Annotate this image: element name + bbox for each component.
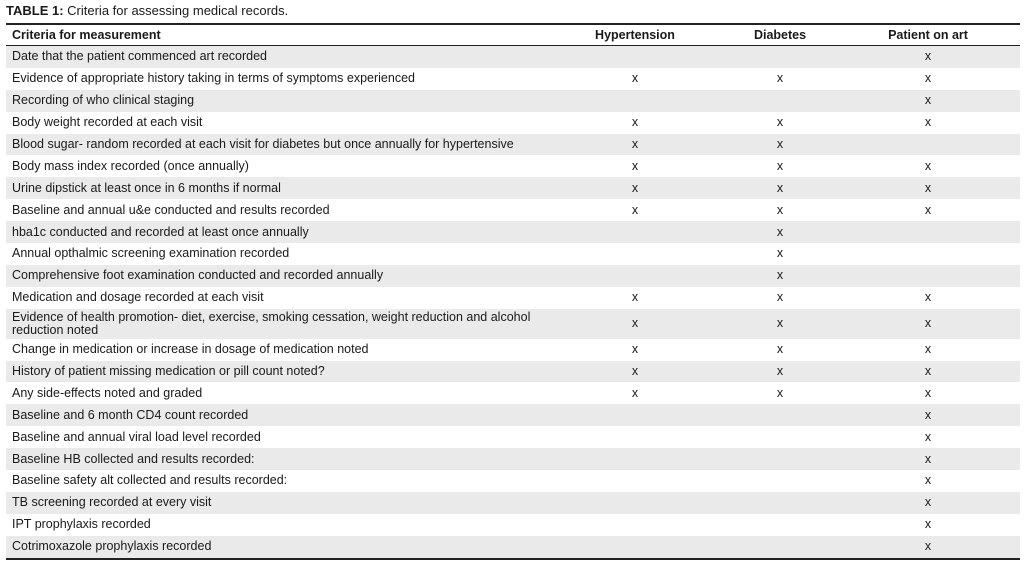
art-cell [836, 243, 1020, 265]
art-cell: x [924, 49, 932, 64]
table-row [6, 134, 1020, 156]
hypertension-cell: x [631, 158, 639, 173]
criteria-cell: IPT prophylaxis recorded [12, 517, 151, 532]
hypertension-cell [546, 90, 724, 112]
art-cell: x [924, 290, 932, 305]
table-row [6, 287, 1020, 309]
table-row [6, 339, 1020, 361]
table-row [6, 514, 1020, 536]
criteria-cell: Comprehensive foot examination conducted and recorded annually [12, 268, 384, 283]
diabetes-cell [724, 448, 836, 470]
table-row [6, 155, 1020, 177]
hypertension-cell: x [631, 364, 639, 379]
criteria-cell: Change in medication or increase in dosage of medication noted [12, 342, 369, 357]
criteria-cell: Medication and dosage recorded at each visit [12, 290, 264, 305]
table-row [6, 470, 1020, 492]
criteria-table [6, 23, 1020, 560]
criteria-cell: Baseline and annual viral load level recorded [12, 429, 261, 444]
table-row [6, 177, 1020, 199]
criteria-cell: hba1c conducted and recorded at least once annually [12, 224, 309, 239]
criteria-cell: Any side-effects noted and graded [12, 385, 203, 400]
table-row [6, 382, 1020, 404]
art-cell: x [924, 473, 932, 488]
hypertension-cell: x [631, 71, 639, 86]
diabetes-cell: x [776, 316, 784, 331]
criteria-cell: Body weight recorded at each visit [12, 115, 203, 130]
table-row [6, 448, 1020, 470]
hypertension-cell [546, 426, 724, 448]
header-hypertension: Hypertension [595, 28, 675, 42]
criteria-cell: Recording of who clinical staging [12, 93, 195, 108]
art-cell: x [924, 407, 932, 422]
hypertension-cell: x [631, 342, 639, 357]
hypertension-cell: x [631, 290, 639, 305]
hypertension-cell [546, 46, 724, 68]
header-row [6, 24, 1020, 46]
diabetes-cell: x [776, 342, 784, 357]
header-diabetes: Diabetes [753, 28, 807, 42]
art-cell: x [924, 451, 932, 466]
diabetes-cell: x [776, 224, 784, 239]
table-caption [6, 2, 288, 19]
diabetes-cell [724, 492, 836, 514]
table-row [6, 265, 1020, 287]
art-cell: x [924, 429, 932, 444]
diabetes-cell [724, 404, 836, 426]
diabetes-cell [724, 536, 836, 559]
diabetes-cell: x [776, 385, 784, 400]
diabetes-cell: x [776, 246, 784, 261]
table-row [6, 90, 1020, 112]
hypertension-cell: x [631, 180, 639, 195]
criteria-cell: Cotrimoxazole prophylaxis recorded [12, 539, 212, 554]
art-cell [836, 221, 1020, 243]
art-cell: x [924, 316, 932, 331]
diabetes-cell: x [776, 290, 784, 305]
table-row [6, 68, 1020, 90]
header-criteria: Criteria for measurement [12, 28, 161, 42]
diabetes-cell [724, 470, 836, 492]
criteria-cell: Urine dipstick at least once in 6 months if normal [12, 180, 281, 195]
table-caption-label: TABLE 1: [6, 3, 64, 18]
criteria-cell: Baseline safety alt collected and results recorded: [12, 473, 288, 488]
diabetes-cell: x [776, 115, 784, 130]
art-cell: x [924, 517, 932, 532]
art-cell: x [924, 115, 932, 130]
art-cell: x [924, 180, 932, 195]
criteria-cell: Baseline HB collected and results recorded: [12, 451, 255, 466]
diabetes-cell [724, 46, 836, 68]
criteria-cell: Blood sugar- random recorded at each visit for diabetes but once annually for hypertensive [12, 137, 514, 151]
table-row [6, 426, 1020, 448]
hypertension-cell [546, 404, 724, 426]
hypertension-cell: x [631, 316, 639, 331]
art-cell: x [924, 385, 932, 400]
table-row [6, 492, 1020, 514]
hypertension-cell: x [631, 202, 639, 217]
art-cell: x [924, 93, 932, 108]
table-row [6, 112, 1020, 134]
criteria-cell: Date that the patient commenced art recorded [12, 49, 268, 64]
art-cell [836, 265, 1020, 287]
criteria-cell: TB screening recorded at every visit [12, 495, 212, 510]
criteria-cell: History of patient missing medication or pill count noted? [12, 364, 325, 379]
table-row [6, 404, 1020, 426]
diabetes-cell [724, 514, 836, 536]
table-row [6, 309, 1020, 339]
art-cell [836, 134, 1020, 156]
hypertension-cell [546, 492, 724, 514]
art-cell: x [924, 342, 932, 357]
art-cell: x [924, 539, 932, 554]
diabetes-cell: x [776, 364, 784, 379]
table-row [6, 361, 1020, 383]
criteria-cell: Evidence of appropriate history taking in terms of symptoms experienced [12, 71, 415, 86]
table-header [6, 24, 1020, 46]
hypertension-cell: x [631, 385, 639, 400]
hypertension-cell [546, 221, 724, 243]
art-cell: x [924, 495, 932, 510]
diabetes-cell: x [776, 137, 784, 151]
hypertension-cell: x [631, 115, 639, 130]
criteria-cell: Annual opthalmic screening examination recorded [12, 246, 290, 261]
art-cell: x [924, 158, 932, 173]
table-row [6, 199, 1020, 221]
hypertension-cell [546, 243, 724, 265]
diabetes-cell: x [776, 158, 784, 173]
criteria-cell: Body mass index recorded (once annually) [12, 158, 249, 173]
diabetes-cell: x [776, 202, 784, 217]
diabetes-cell: x [776, 268, 784, 283]
diabetes-cell [724, 426, 836, 448]
art-cell: x [924, 364, 932, 379]
criteria-cell: Baseline and annual u&e conducted and results recorded [12, 202, 330, 217]
table-row [6, 536, 1020, 559]
hypertension-cell: x [631, 137, 639, 151]
hypertension-cell [546, 536, 724, 559]
table-row [6, 46, 1020, 68]
hypertension-cell [546, 470, 724, 492]
table-row [6, 243, 1020, 265]
diabetes-cell: x [776, 180, 784, 195]
table-row [6, 221, 1020, 243]
hypertension-cell [546, 265, 724, 287]
diabetes-cell: x [776, 71, 784, 86]
criteria-cell: Baseline and 6 month CD4 count recorded [12, 407, 249, 422]
table-body [6, 46, 1020, 559]
criteria-cell: Evidence of health promotion- diet, exercise, smoking cessation, weight reduction and alcohol reduction noted [12, 309, 531, 337]
hypertension-cell [546, 448, 724, 470]
art-cell: x [924, 71, 932, 86]
table-caption-text: Criteria for assessing medical records. [63, 3, 289, 18]
diabetes-cell [724, 90, 836, 112]
art-cell: x [924, 202, 932, 217]
header-patient-on-art: Patient on art [888, 28, 968, 42]
hypertension-cell [546, 514, 724, 536]
